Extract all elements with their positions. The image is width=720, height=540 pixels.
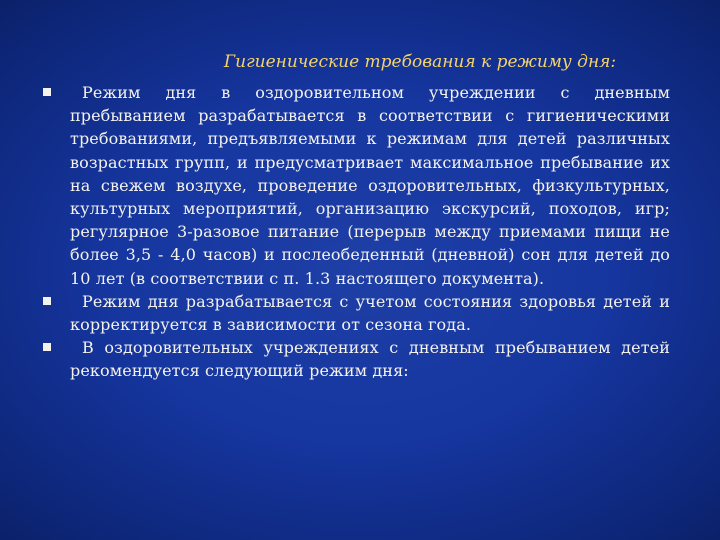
- list-item: [0, 290, 720, 336]
- list-item: [0, 81, 720, 290]
- square-bullet-icon: [43, 343, 51, 351]
- list-item-text: В оздоровительных учреждениях с дневным пребыванием детей рекомендуется следующий режим дня:: [70, 338, 670, 381]
- list-item-text: Режим дня разрабатывается с учетом состояния здоровья детей и корректируется в зависимости от сезона года.: [70, 291, 670, 335]
- slide-title: Гигиенические требования к режиму дня:: [223, 52, 617, 72]
- list-item-text: Режим дня в оздоровительном учреждении с дневным пребыванием разрабатывается в соответствии с гигиеническими требованиями, предъявляемыми к режимам для детей различных возрастных групп, и предусматривает максимальное пребывание их на свежем воздухе, проведение оздоровительных, физкультурных, культурных мероприятий, организацию экскурсий, походов, игр; регулярное 3-разовое питание (перерыв между приемами пищи не более 3,5 - 4,0 часов) и послеобеденный (дневной) сон для детей до 10 лет (в соответствии с п. 1.3 настоящего документа).: [70, 83, 670, 288]
- bullet-list: [0, 81, 720, 383]
- square-bullet-icon: [43, 297, 51, 305]
- square-bullet-icon: [43, 88, 51, 96]
- list-item: [0, 336, 720, 382]
